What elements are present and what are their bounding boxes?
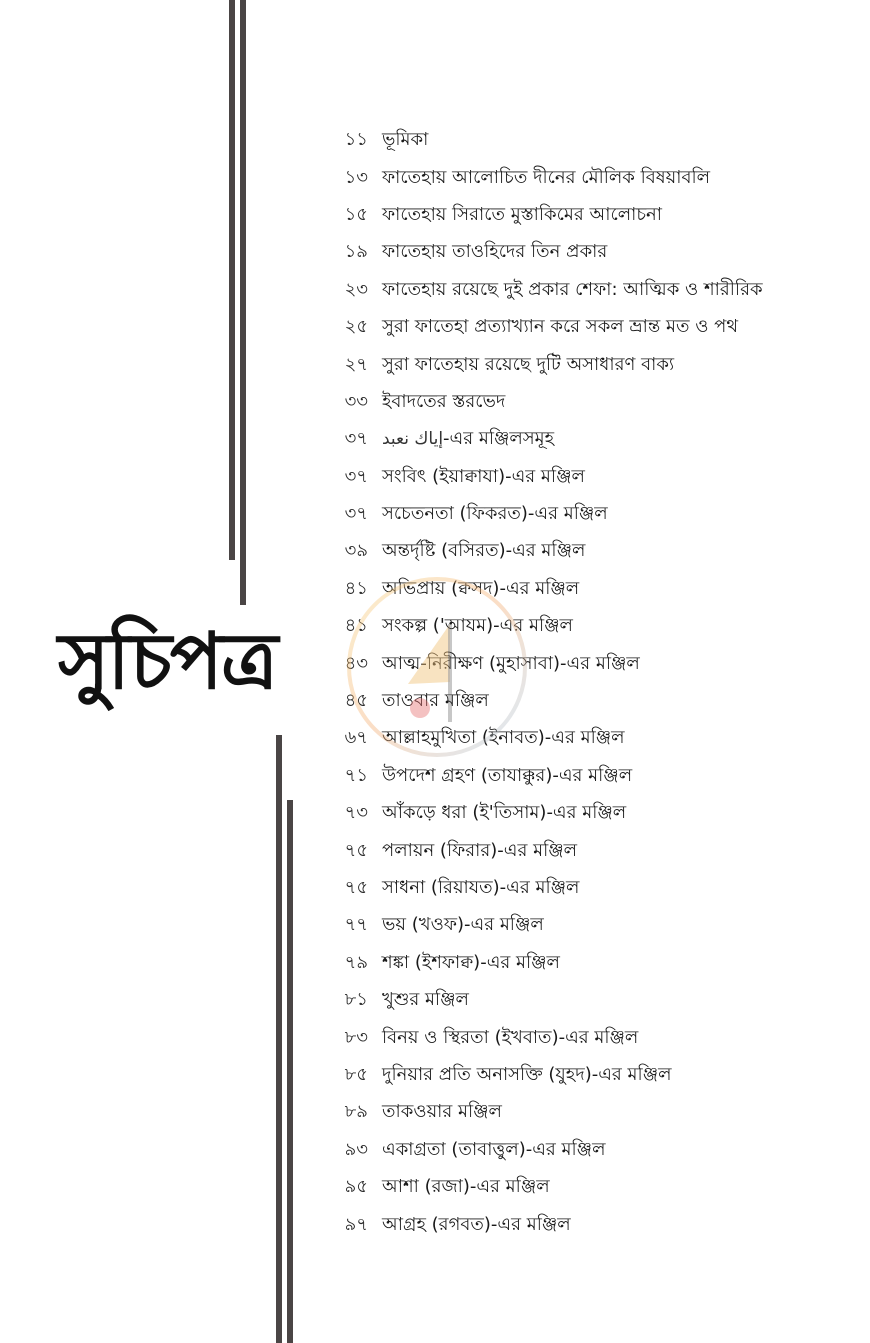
toc-page-number: ৯৩ xyxy=(344,1138,368,1160)
toc-entry xyxy=(330,197,850,234)
toc-entry xyxy=(330,533,850,570)
toc-page-number: ৩৩ xyxy=(344,390,368,412)
toc-entry xyxy=(330,1094,850,1131)
toc-page-number: ১৫ xyxy=(344,203,368,225)
toc-entry xyxy=(330,1132,850,1169)
toc-page-number: ৭৭ xyxy=(344,914,368,936)
toc-entry xyxy=(330,870,850,907)
toc-page-number: ৭৩ xyxy=(344,802,368,824)
toc-entry xyxy=(330,645,850,682)
toc-entry-title: আল্লাহমুখিতা (ইনাবত)-এর মঞ্জিল xyxy=(382,727,625,749)
toc-page-number: ৮৫ xyxy=(344,1063,368,1085)
toc-entry xyxy=(330,459,850,496)
toc-entry-title: ফাতেহায় তাওহিদের তিন প্রকার xyxy=(382,241,608,263)
toc-entry xyxy=(330,384,850,421)
toc-page-number: ২৭ xyxy=(344,353,368,375)
toc-entry xyxy=(330,608,850,645)
toc-entry xyxy=(330,496,850,533)
toc-entry-title: উপদেশ গ্রহণ (তাযাক্কুর)-এর মঞ্জিল xyxy=(382,764,633,786)
toc-entry-title: ফাতেহায় সিরাতে মুস্তাকিমের আলোচনা xyxy=(382,203,663,225)
toc-entry xyxy=(330,1019,850,1056)
page-title: সুচিপত্র xyxy=(58,616,277,707)
toc-entry-title: ফাতেহায় রয়েছে দুই প্রকার শেফা: আত্মিক ও শারীরিক xyxy=(382,278,763,300)
toc-page-number: ২৩ xyxy=(344,278,368,300)
toc-entry-title: দুনিয়ার প্রতি অনাসক্তি (যুহদ)-এর মঞ্জিল xyxy=(382,1063,672,1085)
toc-page-number: ৪১ xyxy=(344,577,368,599)
toc-entry xyxy=(330,758,850,795)
toc-entry-title: শঙ্কা (ইশফাক্ব)-এর মঞ্জিল xyxy=(382,951,560,973)
toc-entry xyxy=(330,272,850,309)
toc-entry-title: তাওবার মঞ্জিল xyxy=(382,690,489,712)
toc-entry-title xyxy=(382,424,554,455)
toc-page-number: ৪৩ xyxy=(344,652,368,674)
decorative-rule-bottom-inner xyxy=(287,800,293,1343)
toc-entry-title: ভয় (খওফ)-এর মঞ্জিল xyxy=(382,914,544,936)
toc-page-number: ১৩ xyxy=(344,166,368,188)
toc-page-number: ১১ xyxy=(344,129,368,151)
toc-entry-title: আশা (রজা)-এর মঞ্জিল xyxy=(382,1176,550,1198)
toc-entry-title: ফাতেহায় আলোচিত দীনের মৌলিক বিষয়াবলি xyxy=(382,166,711,188)
toc-entry-title: ইবাদতের স্তরভেদ xyxy=(382,390,506,412)
toc-page-number: ৯৭ xyxy=(344,1213,368,1235)
toc-entry-title: খুশুর মঞ্জিল xyxy=(382,989,469,1011)
toc-entry xyxy=(330,421,850,458)
toc-page-number: ৭৫ xyxy=(344,839,368,861)
toc-page-number: ৭৯ xyxy=(344,951,368,973)
toc-page-number: ৮১ xyxy=(344,989,368,1011)
decorative-rule-top-inner xyxy=(240,0,246,605)
toc-entry-title: একাগ্রতা (তাবাত্তুল)-এর মঞ্জিল xyxy=(382,1138,606,1160)
toc-entry xyxy=(330,159,850,196)
toc-page-number: ৪১ xyxy=(344,615,368,637)
toc-page-number: ৮৩ xyxy=(344,1026,368,1048)
toc-entry-title: আগ্রহ (রগবত)-এর মঞ্জিল xyxy=(382,1213,571,1235)
toc-arabic-phrase: إياك نعبد xyxy=(382,429,444,450)
toc-entry xyxy=(330,571,850,608)
table-of-contents xyxy=(330,122,850,1244)
toc-entry xyxy=(330,346,850,383)
toc-entry-title: সংবিৎ (ইয়াক্বাযা)-এর মঞ্জিল xyxy=(382,465,585,487)
toc-page-number: ৩৯ xyxy=(344,540,368,562)
toc-entry xyxy=(330,1206,850,1243)
toc-entry xyxy=(330,122,850,159)
toc-entry xyxy=(330,907,850,944)
toc-entry-title: সুরা ফাতেহা প্রত্যাখ্যান করে সকল ভ্রান্ত মত ও পথ xyxy=(382,316,739,338)
toc-entry-title: বিনয় ও স্থিরতা (ইখবাত)-এর মঞ্জিল xyxy=(382,1026,639,1048)
toc-page-number: ৭১ xyxy=(344,764,368,786)
toc-entry xyxy=(330,945,850,982)
toc-page-number: ৭৫ xyxy=(344,877,368,898)
toc-entry-title: সুরা ফাতেহায় রয়েছে দুটি অসাধারণ বাক্য xyxy=(382,353,675,375)
toc-entry-title: ভূমিকা xyxy=(382,129,429,151)
decorative-rule-top-outer xyxy=(229,0,235,560)
toc-entry xyxy=(330,795,850,832)
toc-entry xyxy=(330,832,850,869)
toc-entry-title-suffix: -এর মঞ্জিলসমূহ xyxy=(443,428,555,450)
toc-page-number: ৬৭ xyxy=(344,727,368,749)
toc-entry xyxy=(330,309,850,346)
toc-page-number: ৩৭ xyxy=(344,428,368,450)
toc-entry-title: অন্তর্দৃষ্টি (বসিরত)-এর মঞ্জিল xyxy=(382,540,586,562)
toc-entry-title: তাকওয়ার মঞ্জিল xyxy=(382,1101,502,1123)
toc-page-number: ৪৫ xyxy=(344,690,368,712)
toc-page-number: ১৯ xyxy=(344,241,368,263)
toc-entry xyxy=(330,1169,850,1206)
toc-entry-title: সংকল্প ('আযম)-এর মঞ্জিল xyxy=(382,615,573,637)
toc-page-number: ২৫ xyxy=(344,316,368,338)
toc-entry-title: সাধনা (রিয়াযত)-এর মঞ্জিল xyxy=(382,877,580,898)
toc-page-number: ৩৭ xyxy=(344,465,368,487)
toc-entry xyxy=(330,982,850,1019)
toc-entry-title: অভিপ্রায় (ক্বসদ)-এর মঞ্জিল xyxy=(382,577,580,599)
toc-entry xyxy=(330,720,850,757)
toc-entry xyxy=(330,234,850,271)
toc-page-number: ৮৯ xyxy=(344,1101,368,1123)
decorative-rule-bottom-outer xyxy=(276,735,282,1343)
toc-entry xyxy=(330,683,850,720)
toc-entry-title: আত্ম-নিরীক্ষণ (মুহাসাবা)-এর মঞ্জিল xyxy=(382,652,640,674)
toc-entry-title: আঁকড়ে ধরা (ই'তিসাম)-এর মঞ্জিল xyxy=(382,802,627,824)
toc-page-number: ৩৭ xyxy=(344,503,368,525)
toc-entry-title: সচেতনতা (ফিকরত)-এর মঞ্জিল xyxy=(382,503,608,525)
toc-page-number: ৯৫ xyxy=(344,1176,368,1198)
toc-entry-title: পলায়ন (ফিরার)-এর মঞ্জিল xyxy=(382,839,578,861)
toc-entry xyxy=(330,1057,850,1094)
